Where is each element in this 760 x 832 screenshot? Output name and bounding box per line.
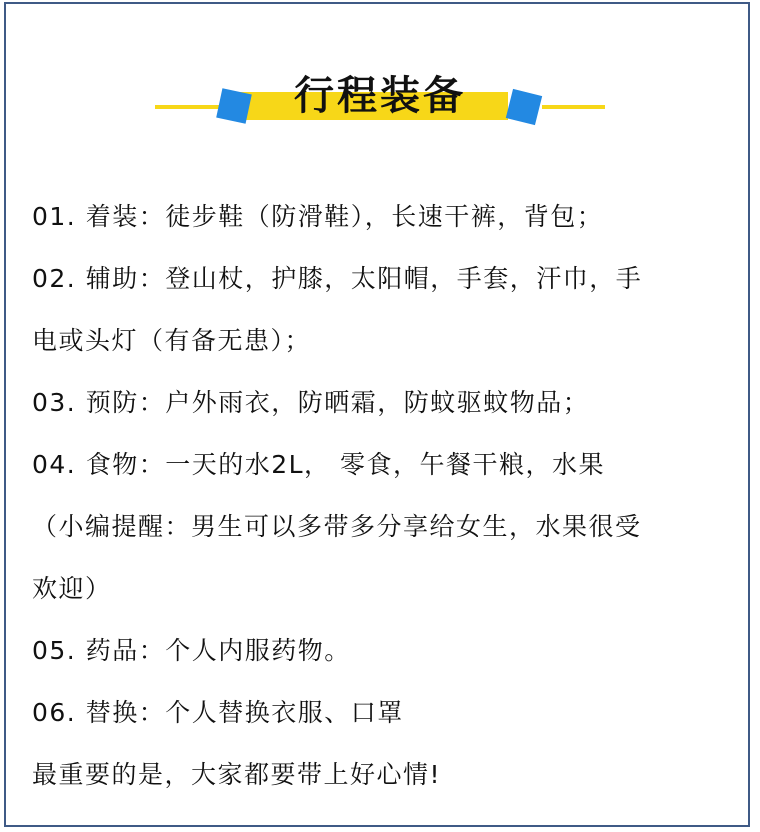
list-item: 04. 食物：一天的水2L， 零食，午餐干粮，水果 — [32, 450, 605, 479]
page-title: 行程装备 — [294, 73, 466, 119]
list-item: 02. 辅助：登山杖，护膝，太阳帽，手套，汗巾，手 — [32, 264, 643, 293]
list-item: 最重要的是，大家都要带上好心情! — [32, 760, 442, 789]
list-item: （小编提醒：男生可以多带多分享给女生，水果很受 — [32, 512, 642, 541]
list-item: 01. 着装：徒步鞋（防滑鞋），长速干裤，背包； — [32, 202, 604, 231]
title-banner — [0, 0, 760, 140]
list-item: 03. 预防：户外雨衣，防晒霜，防蚊驱蚊物品； — [32, 388, 590, 417]
equipment-list — [32, 186, 732, 806]
list-item: 05. 药品：个人内服药物。 — [32, 636, 351, 665]
list-item: 欢迎） — [32, 574, 112, 603]
list-item: 电或头灯（有备无患）； — [32, 326, 312, 355]
list-item: 06. 替换：个人替换衣服、口罩 — [32, 698, 404, 727]
